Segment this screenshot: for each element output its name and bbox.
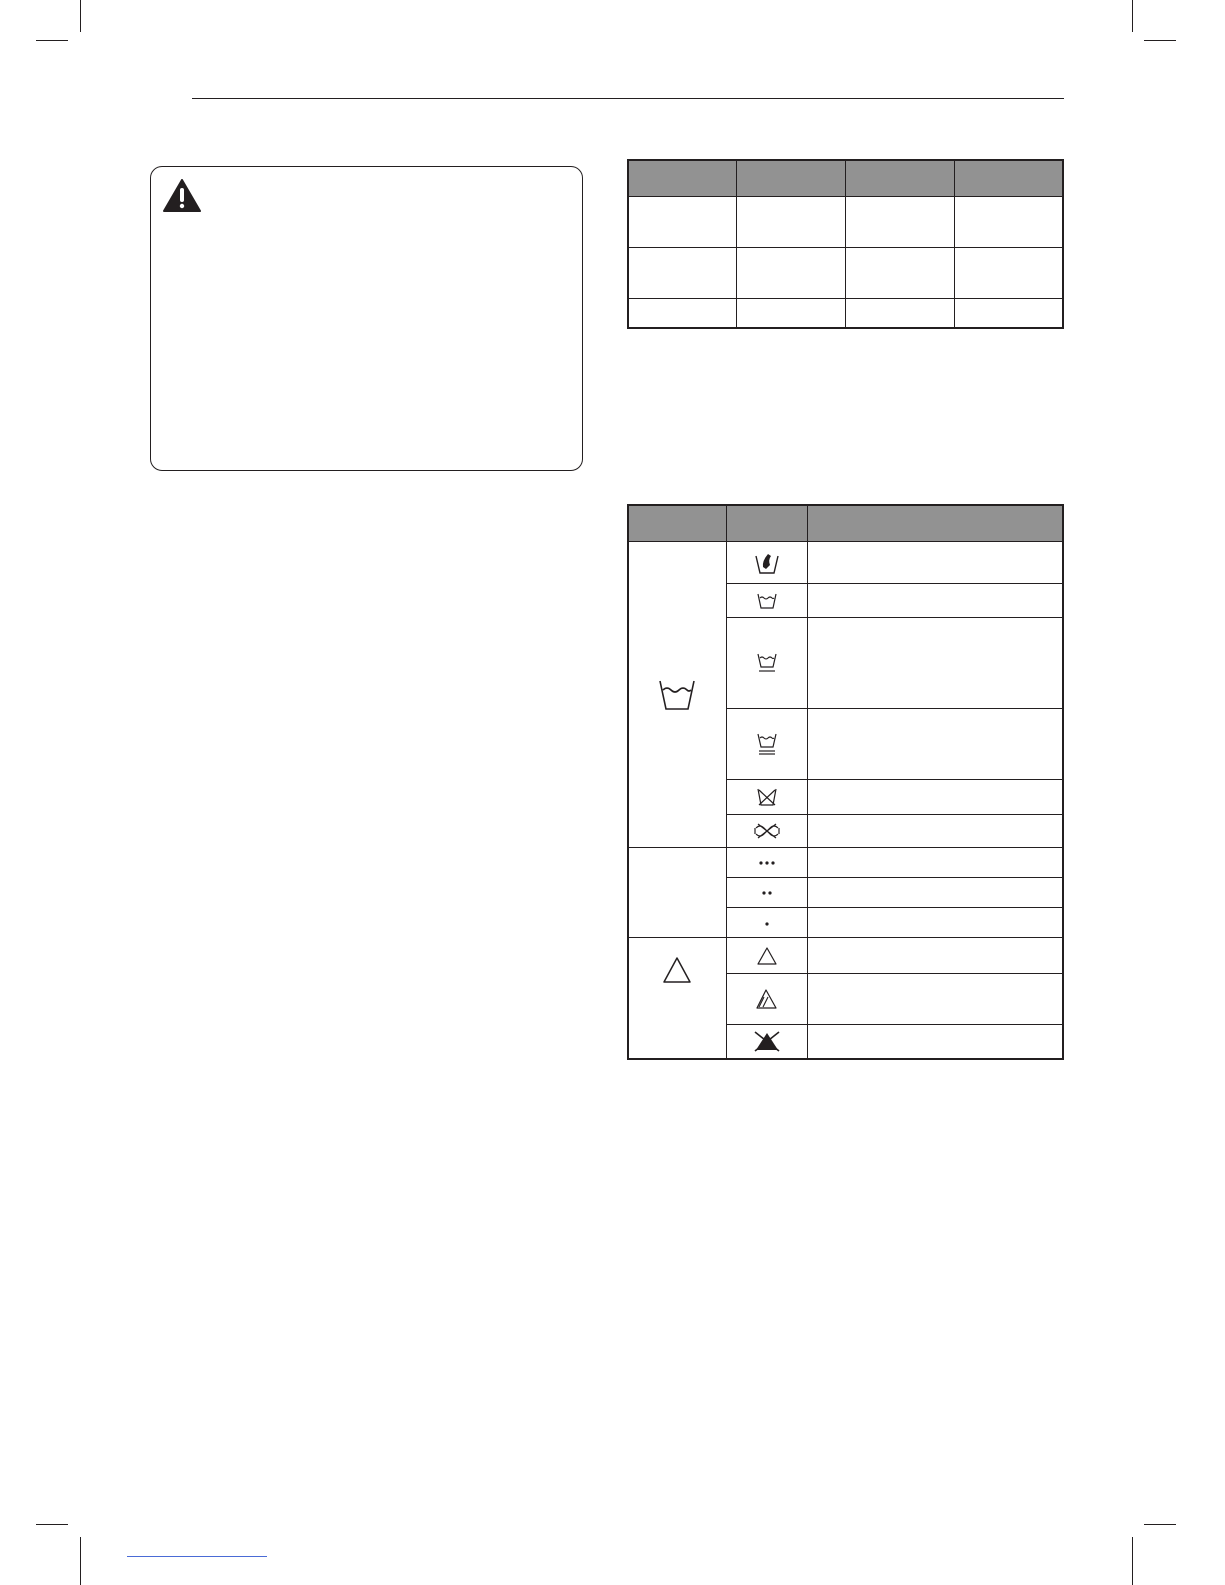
table-row (628, 848, 1063, 878)
description-cell (807, 542, 1063, 584)
table-cell (954, 197, 1063, 248)
table-cell (846, 197, 955, 248)
table-cell (628, 197, 737, 248)
symbol-cell (726, 542, 807, 584)
do-not-wring-icon (753, 822, 781, 840)
description-cell (807, 815, 1063, 848)
symbol-cell (726, 878, 807, 908)
table-header-cell (726, 505, 807, 542)
warning-triangle-icon (163, 179, 201, 213)
table-header-cell (807, 505, 1063, 542)
description-cell (807, 709, 1063, 780)
warning-box (150, 166, 583, 471)
crop-mark (1144, 1524, 1176, 1525)
do-not-wash-icon (756, 787, 778, 807)
wash-tub-one-bar-icon (756, 652, 778, 674)
description-cell (807, 584, 1063, 618)
symbol-cell (726, 974, 807, 1025)
group-cell-temperature (628, 848, 726, 938)
table-header-cell (628, 505, 726, 542)
crop-mark (36, 1524, 68, 1525)
table-header-cell (846, 160, 955, 197)
wash-tub-small-icon (756, 592, 778, 610)
table-row (628, 542, 1063, 584)
table-cell (628, 299, 737, 329)
description-cell (807, 878, 1063, 908)
non-chlorine-bleach-icon (756, 988, 778, 1010)
symbol-cell (726, 815, 807, 848)
table-row (628, 197, 1063, 248)
header-rule (192, 98, 1064, 99)
table-header-cell (737, 160, 846, 197)
do-not-bleach-icon (753, 1030, 781, 1052)
wash-tub-two-bars-icon (756, 732, 778, 756)
one-dot-icon (763, 919, 771, 927)
symbol-cell (726, 938, 807, 974)
table-cell (954, 299, 1063, 329)
table-cell (846, 299, 955, 329)
capacity-table (627, 159, 1064, 329)
bleach-triangle-small-icon (756, 946, 778, 966)
crop-mark (1132, 0, 1133, 32)
wash-tub-icon (658, 678, 696, 712)
crop-mark (80, 0, 81, 32)
symbol-cell (726, 618, 807, 709)
table-cell (737, 248, 846, 299)
three-dots-icon (757, 859, 777, 867)
footer-link-underline (127, 1556, 267, 1557)
symbol-cell (726, 908, 807, 938)
two-dots-icon (760, 889, 774, 897)
description-cell (807, 780, 1063, 815)
description-cell (807, 848, 1063, 878)
description-cell (807, 938, 1063, 974)
symbol-cell (726, 709, 807, 780)
table-cell (954, 248, 1063, 299)
table-cell (846, 248, 955, 299)
crop-mark (1144, 40, 1176, 41)
description-cell (807, 974, 1063, 1025)
description-cell (807, 908, 1063, 938)
description-cell (807, 618, 1063, 709)
symbol-cell (726, 584, 807, 618)
table-header-cell (954, 160, 1063, 197)
table-row (628, 299, 1063, 329)
crop-mark (80, 1537, 81, 1585)
bleach-triangle-icon (662, 956, 692, 984)
hand-wash-icon (754, 550, 780, 576)
symbol-cell (726, 780, 807, 815)
table-cell (737, 197, 846, 248)
table-cell (628, 248, 737, 299)
table-row (628, 938, 1063, 974)
description-cell (807, 1025, 1063, 1059)
symbol-cell (726, 1025, 807, 1059)
table-cell (737, 299, 846, 329)
symbol-cell (726, 848, 807, 878)
crop-mark (36, 40, 68, 41)
crop-mark (1132, 1537, 1133, 1585)
table-header-cell (628, 160, 737, 197)
group-cell-bleach (628, 938, 726, 1059)
group-cell-wash (628, 542, 726, 848)
table-row (628, 248, 1063, 299)
care-label-table (627, 504, 1064, 1060)
